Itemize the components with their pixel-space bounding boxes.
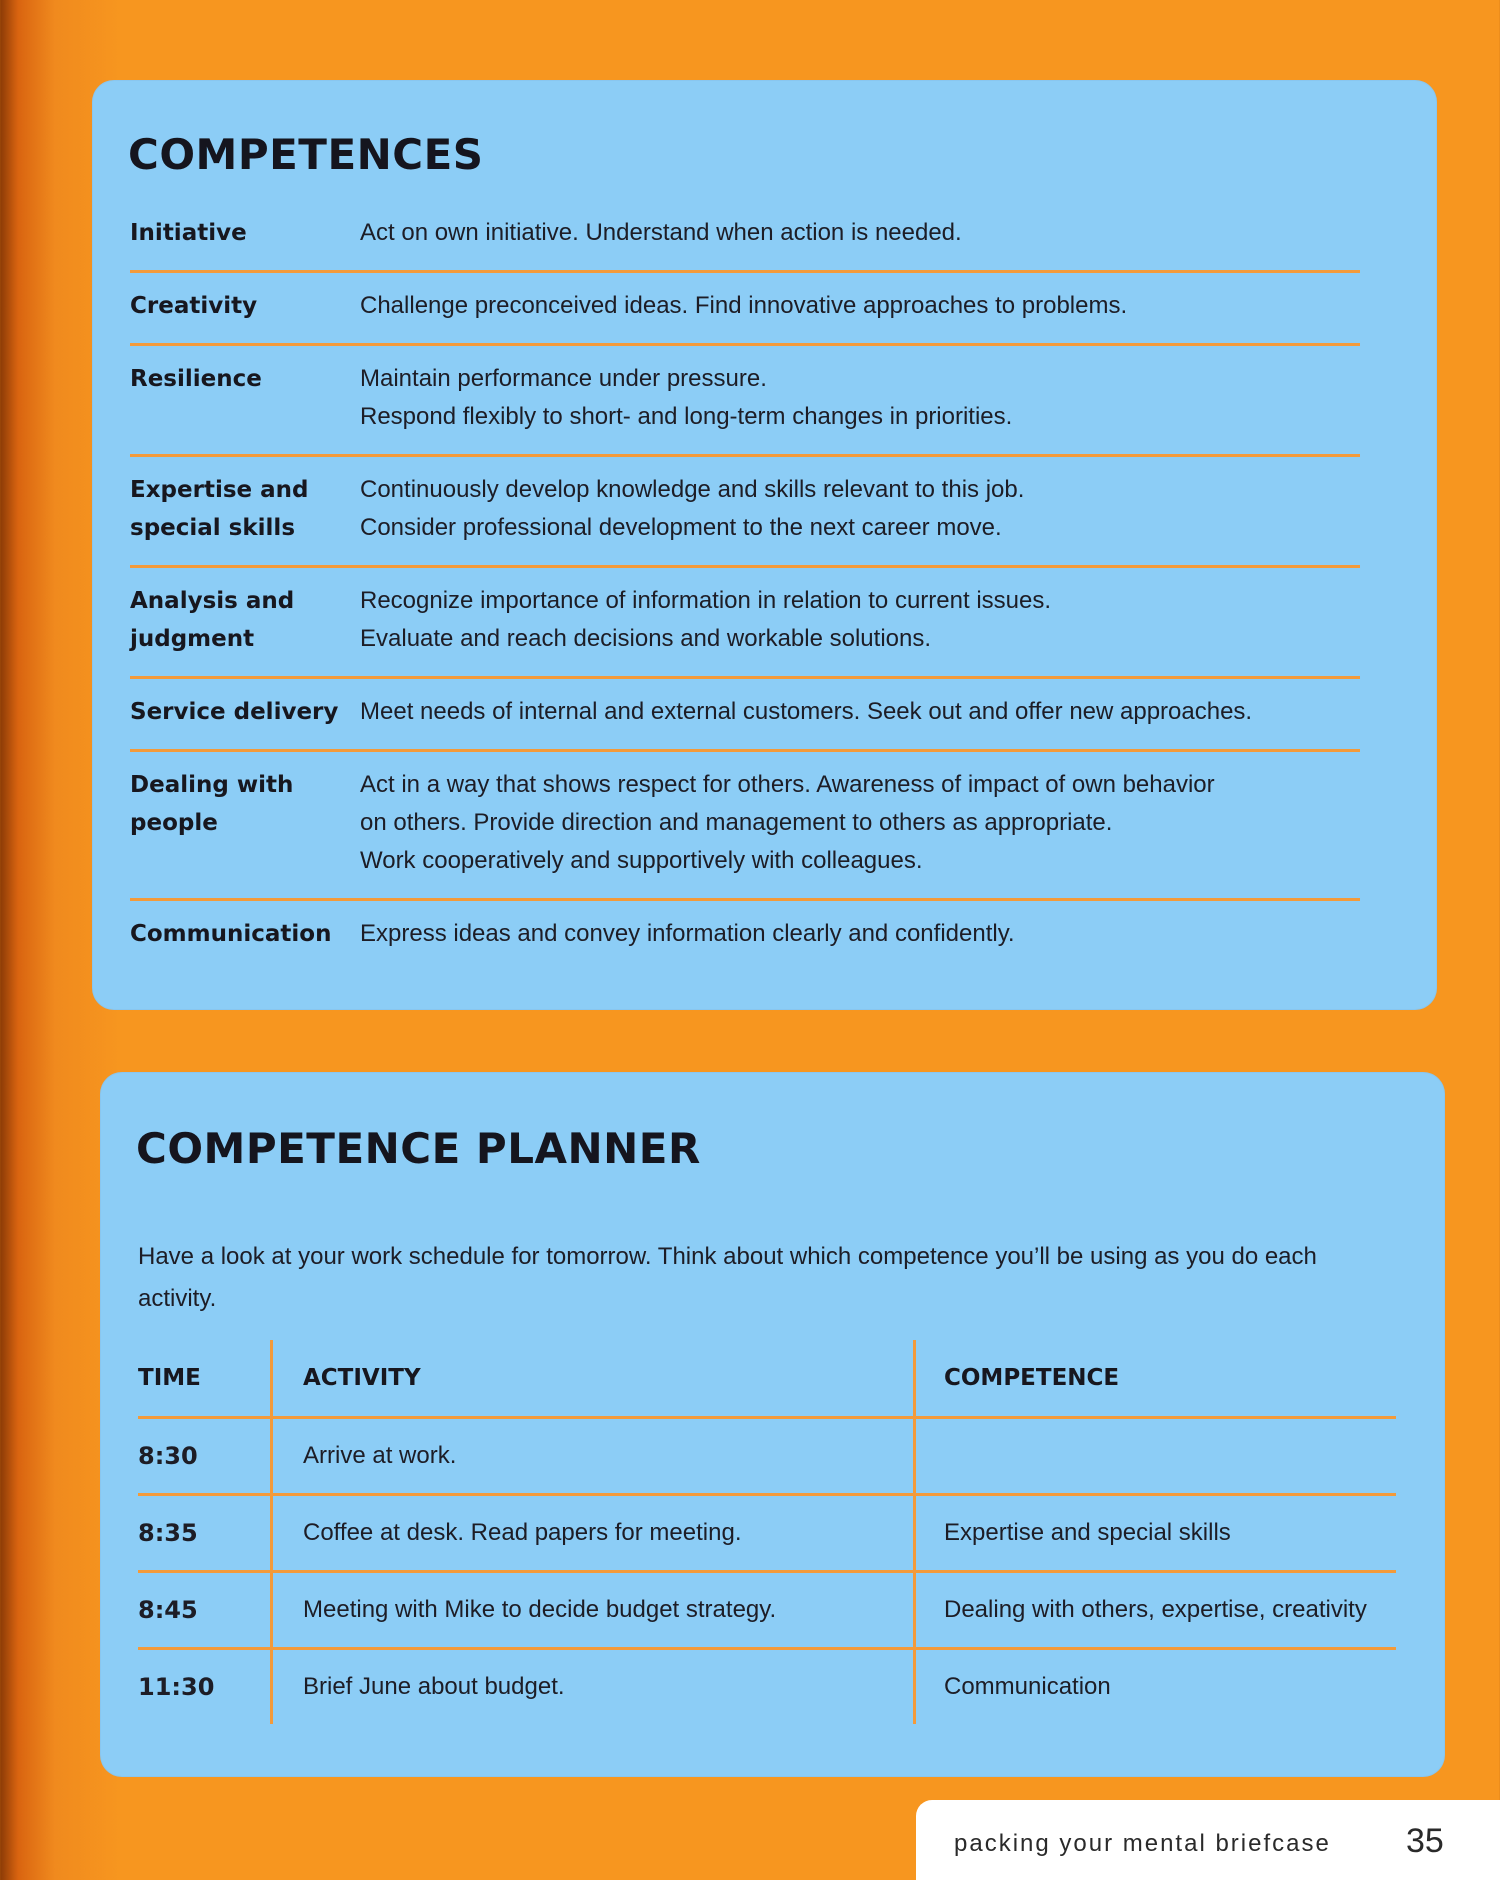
header-activity: ACTIVITY [272,1340,915,1418]
activity-cell: Brief June about budget. [272,1649,915,1725]
table-row [138,1495,1396,1572]
competence-description [360,766,1360,880]
competence-description [360,360,1360,436]
competence-row [130,752,1360,901]
time-cell: 11:30 [138,1673,215,1701]
time-cell: 8:35 [138,1495,272,1572]
competence-cell: Communication [915,1649,1397,1725]
competence-row [130,273,1360,346]
description-line: Evaluate and reach decisions and workable solutions. [360,625,932,652]
activity-cell: Arrive at work. [272,1418,915,1495]
planner-table [138,1340,1396,1724]
competence-description [360,693,1360,731]
competence-row [130,200,1360,273]
description-line: Challenge preconceived ideas. Find innovative approaches to problems. [360,292,1128,319]
time-cell: 8:45 [138,1572,272,1649]
competence-name: Dealing with people [130,772,294,836]
planner-intro: Have a look at your work schedule for tomorrow. Think about which competence you’ll be using as you do each activity. [138,1243,1317,1312]
table-row [138,1418,1396,1495]
competence-row [130,457,1360,568]
description-line: Maintain performance under pressure. [360,365,767,392]
planner-title: COMPETENCE PLANNER [136,1124,701,1173]
activity-cell: Meeting with Mike to decide budget strategy. [272,1572,915,1649]
competence-row [130,346,1360,457]
description-line: Express ideas and convey information clearly and confidently. [360,920,1015,947]
table-row [138,1572,1396,1649]
competence-name: Service delivery [130,699,339,725]
description-line: Meet needs of internal and external customers. Seek out and offer new approaches. [360,698,1253,725]
competences-title: COMPETENCES [128,130,484,179]
competences-list [130,200,1360,971]
competence-name: Resilience [130,366,262,392]
page-footer [916,1800,1500,1880]
description-line: Recognize importance of information in relation to current issues. [360,587,1052,614]
competence-description [360,287,1360,325]
description-line: Continuously develop knowledge and skills relevant to this job. [360,476,1025,503]
competence-row [130,901,1360,971]
competence-cell [915,1418,1397,1495]
table-row [138,1649,1396,1725]
competence-description [360,471,1360,547]
description-line: Act on own initiative. Understand when action is needed. [360,219,962,246]
header-competence: COMPETENCE [915,1340,1397,1418]
description-line: Respond flexibly to short- and long-term changes in priorities. [360,403,1013,430]
competence-name: Communication [130,921,332,947]
description-line: Consider professional development to the next career move. [360,514,1002,541]
table-header-row [138,1340,1396,1418]
competence-description [360,582,1360,658]
time-cell: 8:30 [138,1418,272,1495]
competence-name: Initiative [130,220,247,246]
competence-name: Expertise and special skills [130,477,309,541]
header-time: TIME [138,1340,272,1418]
competence-cell: Expertise and special skills [915,1495,1397,1572]
competence-name: Analysis and judgment [130,588,295,652]
description-line: on others. Provide direction and management to others as appropriate. [360,809,1113,836]
section-title: packing your mental briefcase [954,1830,1331,1857]
competence-planner-panel [100,1072,1445,1777]
page-number: 35 [1406,1822,1444,1860]
competence-name: Creativity [130,293,258,319]
competence-row [130,679,1360,752]
competence-row [130,568,1360,679]
competence-description [360,214,1360,252]
competence-description [360,915,1360,953]
description-line: Act in a way that shows respect for others. Awareness of impact of own behavior [360,771,1215,798]
description-line: Work cooperatively and supportively with colleagues. [360,847,923,874]
competence-cell: Dealing with others, expertise, creativity [915,1572,1397,1649]
competences-panel [92,80,1437,1010]
activity-cell: Coffee at desk. Read papers for meeting. [272,1495,915,1572]
